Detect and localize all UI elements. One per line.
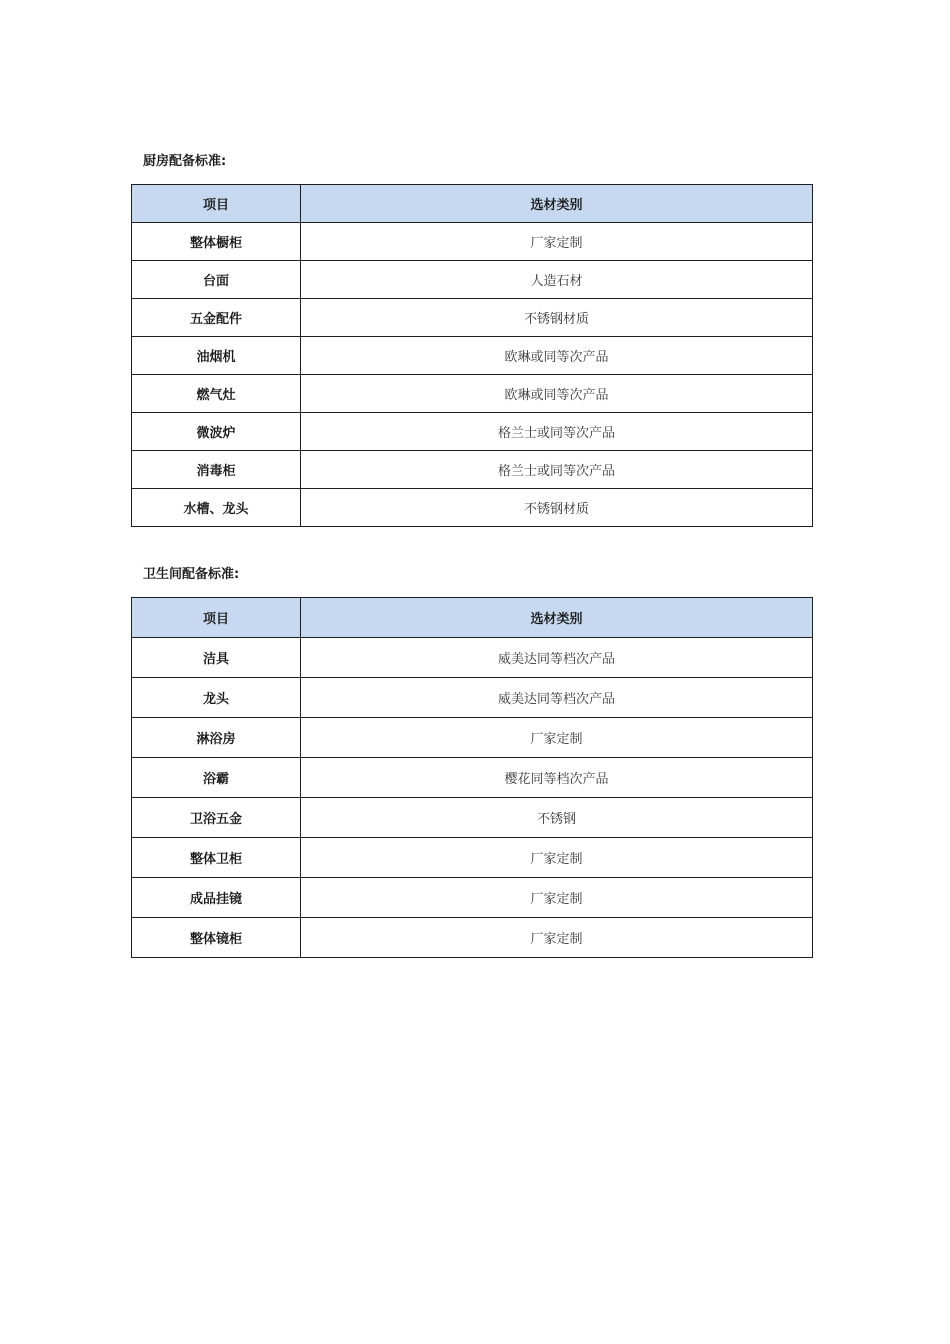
item-cell: 洁具 <box>132 638 301 678</box>
item-cell: 成品挂镜 <box>132 878 301 918</box>
item-cell: 浴霸 <box>132 758 301 798</box>
item-cell: 台面 <box>132 261 301 299</box>
item-cell: 淋浴房 <box>132 718 301 758</box>
table-row <box>132 638 813 678</box>
spec-cell: 不锈钢材质 <box>301 489 813 527</box>
table-row <box>132 878 813 918</box>
item-cell: 燃气灶 <box>132 375 301 413</box>
table-header-row <box>132 598 813 638</box>
table-row <box>132 758 813 798</box>
spec-cell: 樱花同等档次产品 <box>301 758 813 798</box>
table-row <box>132 337 813 375</box>
spec-cell: 人造石材 <box>301 261 813 299</box>
item-cell: 整体镜柜 <box>132 918 301 958</box>
spec-cell: 厂家定制 <box>301 918 813 958</box>
item-cell: 消毒柜 <box>132 451 301 489</box>
table-row <box>132 223 813 261</box>
item-cell: 微波炉 <box>132 413 301 451</box>
spec-cell: 厂家定制 <box>301 223 813 261</box>
kitchen-spec-table <box>131 184 813 527</box>
spec-cell: 格兰士或同等次产品 <box>301 451 813 489</box>
spec-cell: 厂家定制 <box>301 878 813 918</box>
table-row <box>132 413 813 451</box>
table-row <box>132 375 813 413</box>
spec-cell: 格兰士或同等次产品 <box>301 413 813 451</box>
item-cell: 卫浴五金 <box>132 798 301 838</box>
column-header-item: 项目 <box>132 598 301 638</box>
item-cell: 龙头 <box>132 678 301 718</box>
item-cell: 水槽、龙头 <box>132 489 301 527</box>
bathroom-spec-table <box>131 597 813 958</box>
spec-cell: 威美达同等档次产品 <box>301 678 813 718</box>
table-row <box>132 798 813 838</box>
table-row <box>132 918 813 958</box>
spec-cell: 不锈钢材质 <box>301 299 813 337</box>
item-cell: 整体橱柜 <box>132 223 301 261</box>
item-cell: 五金配件 <box>132 299 301 337</box>
table-row <box>132 489 813 527</box>
column-header-item: 项目 <box>132 185 301 223</box>
table-row <box>132 451 813 489</box>
spec-cell: 不锈钢 <box>301 798 813 838</box>
bathroom-section-title: 卫生间配备标准: <box>143 567 240 582</box>
table-header-row <box>132 185 813 223</box>
column-header-spec: 选材类别 <box>301 598 813 638</box>
spec-cell: 威美达同等档次产品 <box>301 638 813 678</box>
spec-cell: 厂家定制 <box>301 718 813 758</box>
spec-cell: 欧琳或同等次产品 <box>301 375 813 413</box>
table-row <box>132 299 813 337</box>
column-header-spec: 选材类别 <box>301 185 813 223</box>
table-row <box>132 678 813 718</box>
table-row <box>132 261 813 299</box>
kitchen-section-title: 厨房配备标准: <box>143 154 227 169</box>
item-cell: 油烟机 <box>132 337 301 375</box>
spec-cell: 欧琳或同等次产品 <box>301 337 813 375</box>
table-row <box>132 838 813 878</box>
table-row <box>132 718 813 758</box>
item-cell: 整体卫柜 <box>132 838 301 878</box>
spec-cell: 厂家定制 <box>301 838 813 878</box>
